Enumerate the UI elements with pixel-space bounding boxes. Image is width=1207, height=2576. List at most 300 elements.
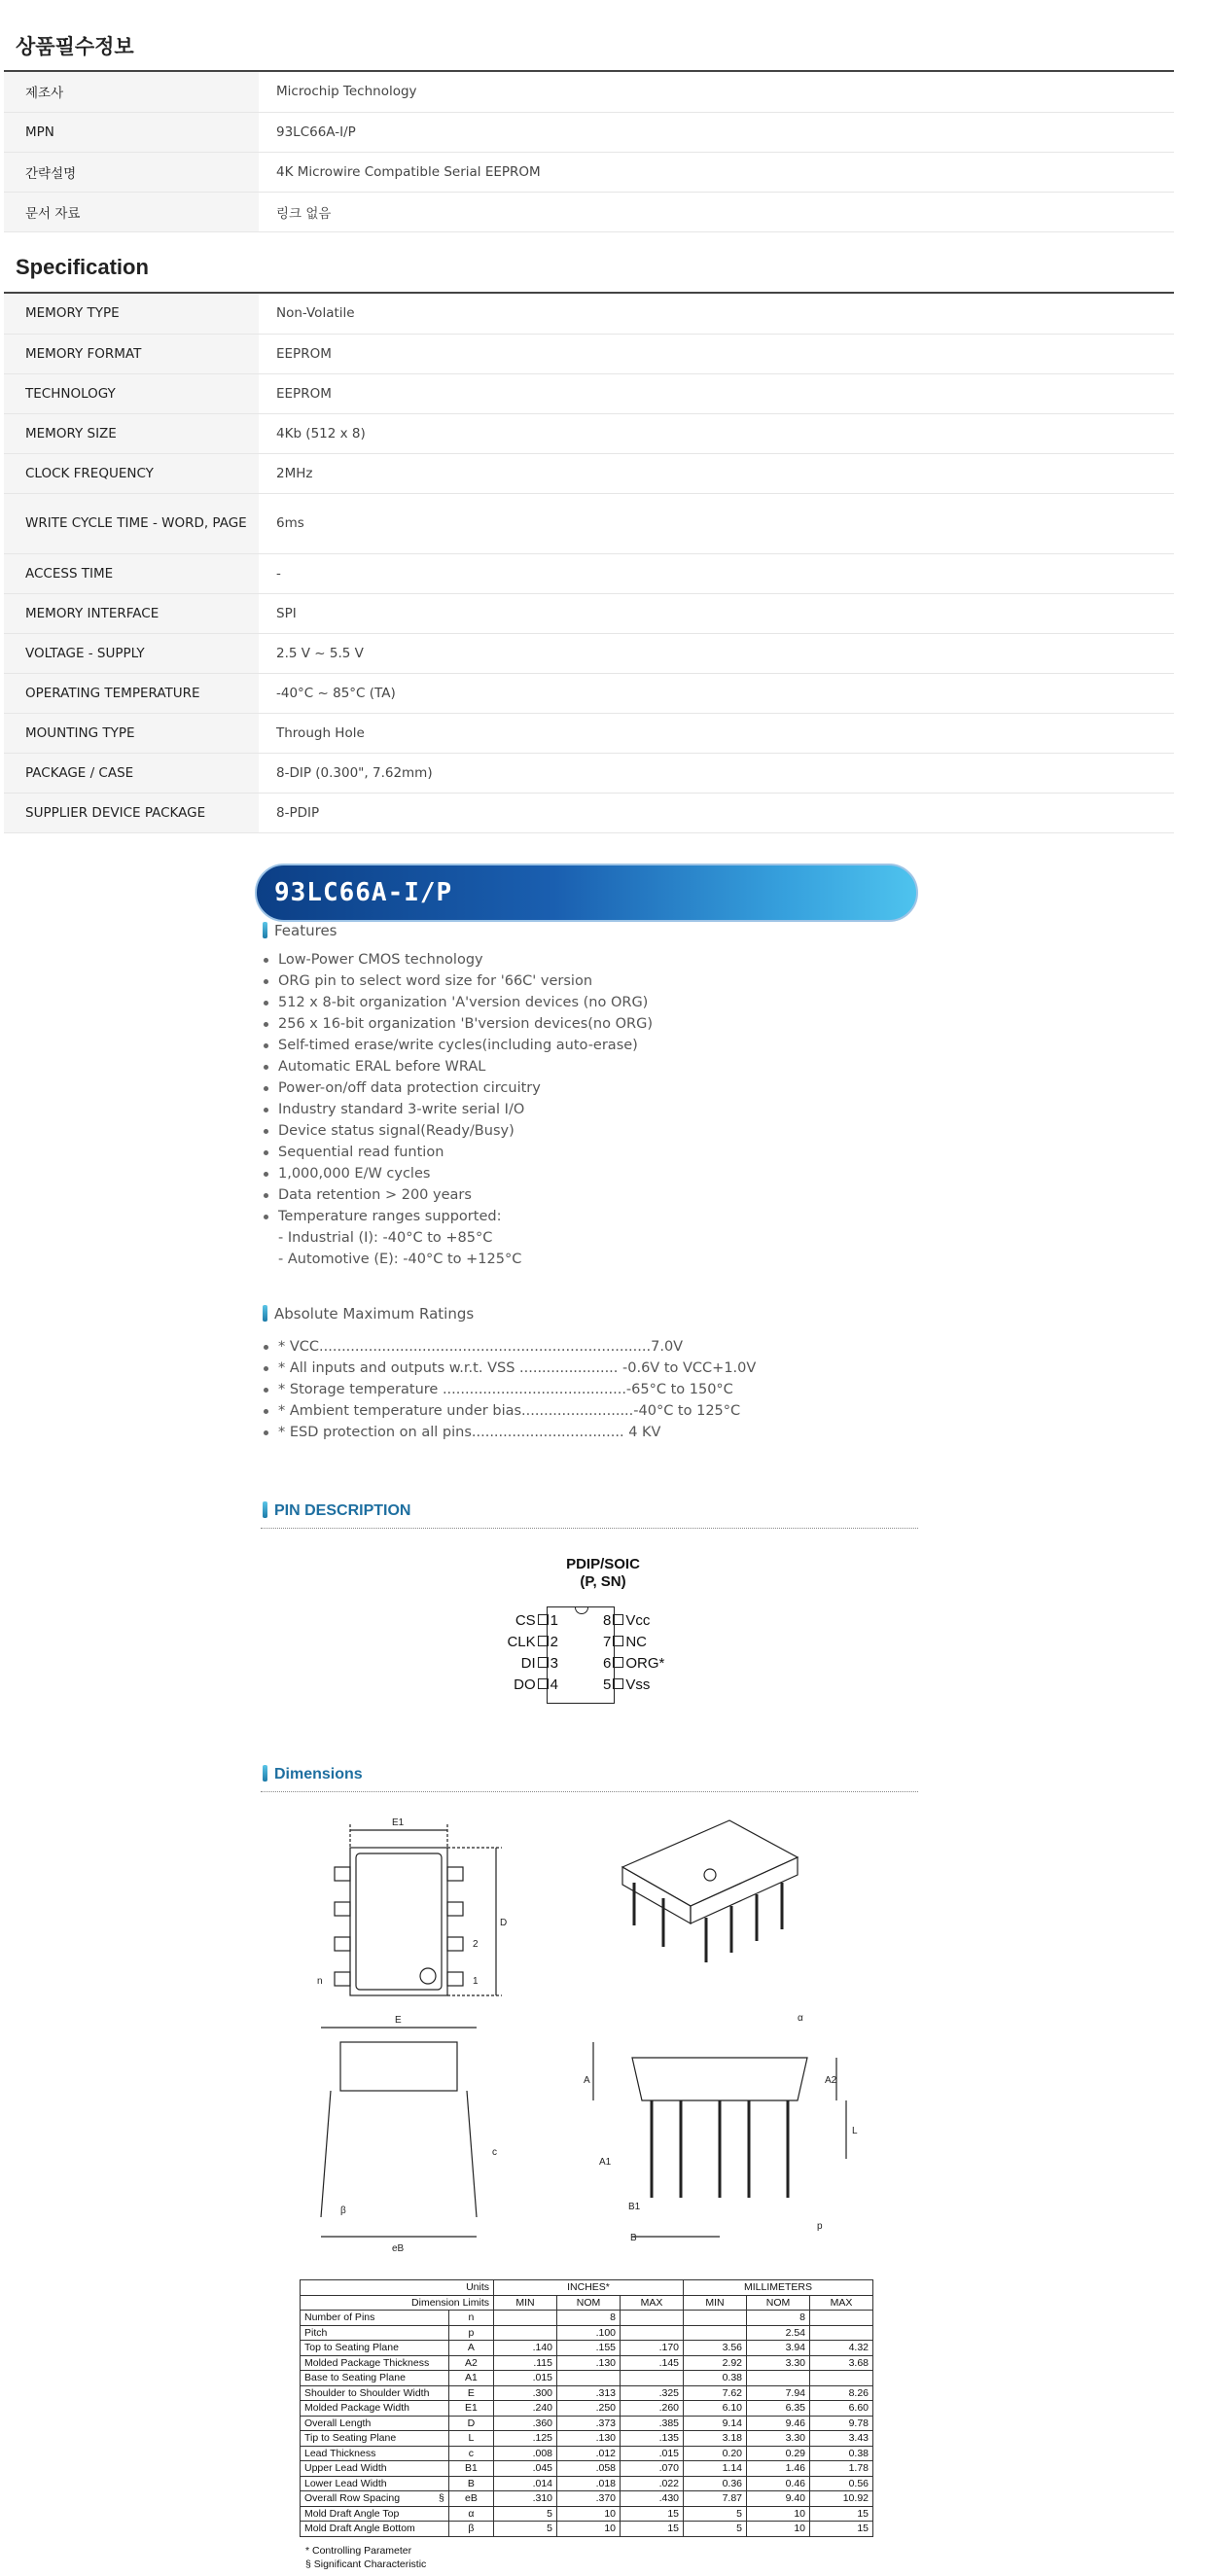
drawing-label: eB xyxy=(392,2243,405,2254)
row-value: Through Hole xyxy=(276,724,365,741)
footnote: * Controlling Parameter xyxy=(305,2545,412,2557)
col-header: MIN xyxy=(684,2295,747,2311)
dim-limits-label: Dimension Limits xyxy=(301,2295,494,2311)
dim-value: .008 xyxy=(494,2446,557,2461)
dim-value: 6.10 xyxy=(684,2401,747,2417)
dim-name-text: Lead Thickness xyxy=(304,2447,376,2459)
required-info-table xyxy=(4,72,1174,232)
dim-symbol: A xyxy=(448,2341,493,2356)
pin-left xyxy=(486,1634,558,1655)
table-row xyxy=(4,633,1174,673)
pin-left xyxy=(486,1655,558,1676)
dim-value: 2.92 xyxy=(684,2355,747,2371)
row-label: OPERATING TEMPERATURE xyxy=(4,673,259,713)
dim-value xyxy=(747,2371,810,2386)
dim-value: 15 xyxy=(621,2522,684,2537)
dim-value: 8.26 xyxy=(810,2385,873,2401)
dim-value: .045 xyxy=(494,2461,557,2477)
table-row xyxy=(301,2401,873,2417)
row-value: -40°C ~ 85°C (TA) xyxy=(276,685,396,701)
dim-value: 10 xyxy=(747,2522,810,2537)
dim-symbol: β xyxy=(448,2522,493,2537)
list-item: Low-Power CMOS technology xyxy=(261,949,653,970)
ratings-heading-text: Absolute Maximum Ratings xyxy=(274,1305,475,1323)
dim-name-text: Pitch xyxy=(304,2326,328,2339)
dim-value: 10.92 xyxy=(810,2491,873,2507)
drawing-label: A1 xyxy=(599,2157,612,2168)
heading-bar-icon xyxy=(263,1305,267,1322)
dim-name xyxy=(301,2506,449,2522)
row-label: MEMORY INTERFACE xyxy=(4,593,259,633)
package-drawings xyxy=(292,1809,914,2266)
row-value: 링크 없음 xyxy=(276,205,332,222)
pin-label: ORG* xyxy=(625,1655,665,1672)
table-row xyxy=(301,2371,873,2386)
product-banner xyxy=(255,864,918,922)
drawing-label: p xyxy=(817,2221,823,2232)
table-row xyxy=(301,2355,873,2371)
pin-right xyxy=(603,1612,720,1634)
pin-right xyxy=(603,1676,720,1698)
dim-value xyxy=(810,2371,873,2386)
dim-symbol: A2 xyxy=(448,2355,493,2371)
row-value: - xyxy=(276,565,281,582)
drawing-label: B xyxy=(630,2233,637,2243)
dim-value: .100 xyxy=(557,2325,621,2341)
dim-value: 9.40 xyxy=(747,2491,810,2507)
pin-stub-icon xyxy=(613,1657,623,1668)
list-item: * Ambient temperature under bias.........................-40°C to 125°C xyxy=(261,1400,756,1422)
pin-label: NC xyxy=(625,1634,648,1650)
pin-stub-icon xyxy=(613,1678,623,1689)
dim-value: 6.35 xyxy=(747,2401,810,2417)
dim-value: 6.60 xyxy=(810,2401,873,2417)
row-value: Microchip Technology xyxy=(276,84,417,100)
pin-description-divider xyxy=(261,1528,918,1529)
dimensions-heading xyxy=(263,1765,363,1783)
row-label: MOUNTING TYPE xyxy=(4,713,259,753)
dim-value: .310 xyxy=(494,2491,557,2507)
pin-label: DO xyxy=(514,1676,536,1693)
heading-bar-icon xyxy=(263,1765,267,1782)
pin-label: Vss xyxy=(625,1676,651,1693)
pin-label: DI xyxy=(520,1655,536,1672)
row-label: SUPPLIER DEVICE PACKAGE xyxy=(4,793,259,832)
pin-label: CLK xyxy=(507,1634,536,1650)
table-row xyxy=(4,152,1174,192)
table-row xyxy=(4,294,1174,334)
dim-value: .430 xyxy=(621,2491,684,2507)
isometric-view-drawing xyxy=(622,1820,798,1962)
dim-value: .130 xyxy=(557,2431,621,2447)
dim-value: 8 xyxy=(747,2311,810,2326)
dim-value: 0.20 xyxy=(684,2446,747,2461)
row-value: 4Kb (512 x 8) xyxy=(276,425,366,441)
dim-name xyxy=(301,2385,449,2401)
dim-name-text: Overall Row Spacing xyxy=(304,2492,401,2505)
pin-number: 5 xyxy=(603,1676,612,1693)
dim-value: 5 xyxy=(494,2522,557,2537)
dim-value: .313 xyxy=(557,2385,621,2401)
dim-value: 9.46 xyxy=(747,2416,810,2431)
table-row xyxy=(301,2476,873,2491)
dim-name-text: Shoulder to Shoulder Width xyxy=(304,2386,430,2399)
footnote: § Significant Characteristic xyxy=(305,2558,427,2570)
dim-symbol: E1 xyxy=(448,2401,493,2417)
dim-value: .135 xyxy=(621,2431,684,2447)
dim-name xyxy=(301,2446,449,2461)
list-item: Temperature ranges supported: xyxy=(261,1206,653,1227)
row-label: MEMORY FORMAT xyxy=(4,334,259,373)
dimension-table xyxy=(300,2279,873,2537)
dim-name-text: Base to Seating Plane xyxy=(304,2372,406,2384)
list-item: Power-on/off data protection circuitry xyxy=(261,1077,653,1099)
dim-name xyxy=(301,2461,449,2477)
dim-value: .373 xyxy=(557,2416,621,2431)
dim-symbol: B xyxy=(448,2476,493,2491)
dim-value: .058 xyxy=(557,2461,621,2477)
dim-symbol: B1 xyxy=(448,2461,493,2477)
dim-value: 1.14 xyxy=(684,2461,747,2477)
dim-value: 0.56 xyxy=(810,2476,873,2491)
list-item: 256 x 16-bit organization 'B'version devices(no ORG) xyxy=(261,1013,653,1035)
pin-right xyxy=(603,1634,720,1655)
dim-value: .250 xyxy=(557,2401,621,2417)
list-item: Industry standard 3-write serial I/O xyxy=(261,1099,653,1120)
dim-value xyxy=(684,2325,747,2341)
dim-name xyxy=(301,2491,449,2507)
heading-bar-icon xyxy=(263,1501,267,1518)
dim-value: .170 xyxy=(621,2341,684,2356)
pin-stub-icon xyxy=(538,1657,549,1668)
inches-header: INCHES* xyxy=(494,2280,684,2296)
dim-name xyxy=(301,2416,449,2431)
dim-name xyxy=(301,2431,449,2447)
drawing-label: 2 xyxy=(473,1939,479,1950)
drawing-label: L xyxy=(852,2126,858,2136)
row-label: MPN xyxy=(4,112,259,152)
features-heading xyxy=(263,922,337,939)
dim-value: .014 xyxy=(494,2476,557,2491)
dim-value: .155 xyxy=(557,2341,621,2356)
pin-description-heading-text: PIN DESCRIPTION xyxy=(274,1502,411,1519)
dimensions-heading-text: Dimensions xyxy=(274,1766,363,1782)
list-item: 1,000,000 E/W cycles xyxy=(261,1163,653,1184)
dim-value: 10 xyxy=(557,2522,621,2537)
table-row xyxy=(4,72,1174,112)
row-label: WRITE CYCLE TIME - WORD, PAGE xyxy=(4,493,259,553)
row-value: 8-DIP (0.300", 7.62mm) xyxy=(276,764,433,781)
dim-value: 15 xyxy=(621,2506,684,2522)
heading-bar-icon xyxy=(263,922,267,938)
list-item: Device status signal(Ready/Busy) xyxy=(261,1120,653,1142)
dim-value: 8 xyxy=(557,2311,621,2326)
dim-value: 3.68 xyxy=(810,2355,873,2371)
table-row xyxy=(301,2506,873,2522)
pin-description-heading xyxy=(263,1501,410,1520)
dim-value: .018 xyxy=(557,2476,621,2491)
table-row xyxy=(4,453,1174,493)
row-value: 4K Microwire Compatible Serial EEPROM xyxy=(276,163,541,180)
pin-right xyxy=(603,1655,720,1676)
dim-name-text: Lower Lead Width xyxy=(304,2477,387,2489)
table-row xyxy=(4,673,1174,713)
dim-name xyxy=(301,2311,449,2326)
pin-number: 4 xyxy=(550,1676,558,1693)
list-item: * Storage temperature .........................................-65°C to 150°C xyxy=(261,1379,756,1400)
list-item: Sequential read funtion xyxy=(261,1142,653,1163)
dim-value: 3.30 xyxy=(747,2355,810,2371)
table-row xyxy=(301,2385,873,2401)
table-row xyxy=(301,2491,873,2507)
dim-name-text: Tip to Seating Plane xyxy=(304,2432,397,2445)
dim-value: 9.14 xyxy=(684,2416,747,2431)
list-item: 512 x 8-bit organization 'A'version devices (no ORG) xyxy=(261,992,653,1013)
table-row xyxy=(301,2341,873,2356)
dim-value xyxy=(621,2371,684,2386)
row-value: SPI xyxy=(276,605,297,621)
table-row xyxy=(4,373,1174,413)
dim-symbol: n xyxy=(448,2311,493,2326)
table-row xyxy=(4,553,1174,593)
drawing-label: D xyxy=(500,1918,508,1928)
dim-value: 5 xyxy=(684,2506,747,2522)
dim-value: .325 xyxy=(621,2385,684,2401)
dim-value: .140 xyxy=(494,2341,557,2356)
dim-value xyxy=(494,2311,557,2326)
dim-value: 3.56 xyxy=(684,2341,747,2356)
table-row xyxy=(301,2325,873,2341)
row-value: 2.5 V ~ 5.5 V xyxy=(276,645,364,661)
dim-value: .022 xyxy=(621,2476,684,2491)
pin-left xyxy=(486,1676,558,1698)
dim-value: 2.54 xyxy=(747,2325,810,2341)
table-row xyxy=(301,2522,873,2537)
table-row xyxy=(4,593,1174,633)
list-item: * All inputs and outputs w.r.t. VSS ...................... -0.6V to VCC+1.0V xyxy=(261,1358,756,1379)
dim-value: 15 xyxy=(810,2506,873,2522)
list-sub-item: - Industrial (I): -40°C to +85°C xyxy=(278,1230,493,1246)
dim-value: 7.94 xyxy=(747,2385,810,2401)
dim-name-text: Molded Package Width xyxy=(304,2402,409,2415)
drawing-label: α xyxy=(798,2013,803,2024)
list-sub-item: - Automotive (E): -40°C to +125°C xyxy=(278,1252,522,1267)
table-row xyxy=(301,2461,873,2477)
dim-value: 1.46 xyxy=(747,2461,810,2477)
col-header: NOM xyxy=(557,2295,621,2311)
dim-value: .360 xyxy=(494,2416,557,2431)
dim-name-text: Top to Seating Plane xyxy=(304,2342,399,2354)
pin-number: 2 xyxy=(550,1634,558,1650)
dim-value xyxy=(557,2371,621,2386)
dim-value: .385 xyxy=(621,2416,684,2431)
pin-number: 3 xyxy=(550,1655,558,1672)
pin-stub-icon xyxy=(613,1614,623,1625)
ratings-list xyxy=(261,1336,756,1443)
features-list xyxy=(261,949,653,1270)
row-value: 2MHz xyxy=(276,465,313,481)
row-value: Non-Volatile xyxy=(276,305,355,322)
dim-value: 1.78 xyxy=(810,2461,873,2477)
pin-stub-icon xyxy=(613,1636,623,1646)
dim-value: 0.46 xyxy=(747,2476,810,2491)
table-row xyxy=(301,2280,873,2296)
dim-value: .260 xyxy=(621,2401,684,2417)
dim-value: 5 xyxy=(494,2506,557,2522)
dim-value: 9.78 xyxy=(810,2416,873,2431)
table-row xyxy=(4,334,1174,373)
dim-name-text: Upper Lead Width xyxy=(304,2462,387,2475)
drawing-label: E1 xyxy=(392,1817,405,1828)
dim-value: 0.38 xyxy=(810,2446,873,2461)
specification-title: Specification xyxy=(16,255,149,279)
ratings-heading xyxy=(263,1305,474,1323)
dim-name-text: Mold Draft Angle Top xyxy=(304,2507,400,2520)
dim-value: 0.29 xyxy=(747,2446,810,2461)
list-item: ORG pin to select word size for '66C' version xyxy=(261,970,653,992)
table-row xyxy=(4,493,1174,553)
dim-symbol: E xyxy=(448,2385,493,2401)
row-value: 93LC66A-I/P xyxy=(276,124,356,140)
dim-symbol: L xyxy=(448,2431,493,2447)
dim-symbol: D xyxy=(448,2416,493,2431)
row-value: 6ms xyxy=(276,515,304,531)
chip-notch-icon xyxy=(575,1601,588,1614)
pin-number: 7 xyxy=(603,1634,612,1650)
dim-value: 4.32 xyxy=(810,2341,873,2356)
row-value: 8-PDIP xyxy=(276,804,320,821)
dim-name-text: Overall Length xyxy=(304,2417,372,2429)
dim-symbol: eB xyxy=(448,2491,493,2507)
dim-value: .370 xyxy=(557,2491,621,2507)
dim-name xyxy=(301,2401,449,2417)
pin-diagram xyxy=(486,1556,720,1711)
dim-value: .070 xyxy=(621,2461,684,2477)
table-row xyxy=(4,793,1174,832)
dim-name xyxy=(301,2355,449,2371)
dimensions-divider xyxy=(261,1791,918,1792)
dim-value xyxy=(621,2325,684,2341)
dim-value: 3.18 xyxy=(684,2431,747,2447)
dim-value xyxy=(621,2311,684,2326)
pin-label: Vcc xyxy=(625,1612,651,1629)
dim-value: .012 xyxy=(557,2446,621,2461)
row-label: PACKAGE / CASE xyxy=(4,753,259,793)
col-header: MIN xyxy=(494,2295,557,2311)
drawing-label: E xyxy=(395,2015,402,2026)
pin-stub-icon xyxy=(538,1614,549,1625)
dim-name xyxy=(301,2341,449,2356)
dim-symbol: α xyxy=(448,2506,493,2522)
specification-table xyxy=(4,294,1174,833)
dim-name xyxy=(301,2476,449,2491)
units-label: Units xyxy=(301,2280,494,2296)
row-label: 문서 자료 xyxy=(4,192,259,231)
table-row xyxy=(301,2431,873,2447)
row-label: TECHNOLOGY xyxy=(4,373,259,413)
pin-number: 1 xyxy=(550,1612,558,1629)
dim-value: 3.43 xyxy=(810,2431,873,2447)
pin-number: 8 xyxy=(603,1612,612,1629)
side-view-drawing xyxy=(584,2013,858,2243)
dim-value: 7.62 xyxy=(684,2385,747,2401)
dim-value: 10 xyxy=(747,2506,810,2522)
table-row xyxy=(4,753,1174,793)
table-row xyxy=(4,112,1174,152)
dim-value: 5 xyxy=(684,2522,747,2537)
dim-value: 0.38 xyxy=(684,2371,747,2386)
dim-value: 3.30 xyxy=(747,2431,810,2447)
dim-name-text: Number of Pins xyxy=(304,2311,375,2324)
row-label: MEMORY SIZE xyxy=(4,413,259,453)
table-row xyxy=(301,2416,873,2431)
dim-value: .015 xyxy=(621,2446,684,2461)
dim-name xyxy=(301,2325,449,2341)
pin-stub-icon xyxy=(538,1678,549,1689)
list-item: Self-timed erase/write cycles(including auto-erase) xyxy=(261,1035,653,1056)
package-subname: (P, SN) xyxy=(580,1573,626,1590)
pin-left xyxy=(486,1612,558,1634)
banner-part-number: 93LC66A-I/P xyxy=(274,878,453,907)
col-header: MAX xyxy=(810,2295,873,2311)
row-value: EEPROM xyxy=(276,345,332,362)
list-item: * ESD protection on all pins.................................. 4 KV xyxy=(261,1422,756,1443)
row-label: 제조사 xyxy=(4,72,259,112)
dim-value xyxy=(494,2325,557,2341)
list-item: * VCC..........................................................................7.0V xyxy=(261,1336,756,1358)
dim-value: 0.36 xyxy=(684,2476,747,2491)
table-row xyxy=(301,2446,873,2461)
dim-value: .115 xyxy=(494,2355,557,2371)
row-value: EEPROM xyxy=(276,385,332,402)
dim-value xyxy=(684,2311,747,2326)
dim-name-text: Mold Draft Angle Bottom xyxy=(304,2523,415,2535)
dim-value: 3.94 xyxy=(747,2341,810,2356)
drawing-label: β xyxy=(340,2205,346,2216)
package-name: PDIP/SOIC xyxy=(566,1556,640,1572)
row-label: VOLTAGE - SUPPLY xyxy=(4,633,259,673)
dim-symbol: A1 xyxy=(448,2371,493,2386)
dim-value: .015 xyxy=(494,2371,557,2386)
significant-mark: § xyxy=(438,2492,444,2505)
dim-name-text: Molded Package Thickness xyxy=(304,2356,430,2369)
dim-value: .130 xyxy=(557,2355,621,2371)
dim-symbol: p xyxy=(448,2325,493,2341)
pin-stub-icon xyxy=(538,1636,549,1646)
table-row xyxy=(4,192,1174,231)
row-label: 간략설명 xyxy=(4,152,259,192)
features-heading-text: Features xyxy=(274,922,337,939)
dim-value: 15 xyxy=(810,2522,873,2537)
dim-name xyxy=(301,2371,449,2386)
dim-symbol: c xyxy=(448,2446,493,2461)
dim-value xyxy=(810,2311,873,2326)
dim-value: .125 xyxy=(494,2431,557,2447)
table-row xyxy=(4,413,1174,453)
col-header: MAX xyxy=(621,2295,684,2311)
col-header: NOM xyxy=(747,2295,810,2311)
dim-value xyxy=(810,2325,873,2341)
row-label: MEMORY TYPE xyxy=(4,294,259,334)
top-view-drawing xyxy=(335,1824,502,1995)
pin-label: CS xyxy=(515,1612,536,1629)
table-row xyxy=(301,2311,873,2326)
row-label: CLOCK FREQUENCY xyxy=(4,453,259,493)
dim-name xyxy=(301,2522,449,2537)
required-info-title: 상품필수정보 xyxy=(16,35,134,58)
mm-header: MILLIMETERS xyxy=(684,2280,873,2296)
table-row xyxy=(301,2295,873,2311)
